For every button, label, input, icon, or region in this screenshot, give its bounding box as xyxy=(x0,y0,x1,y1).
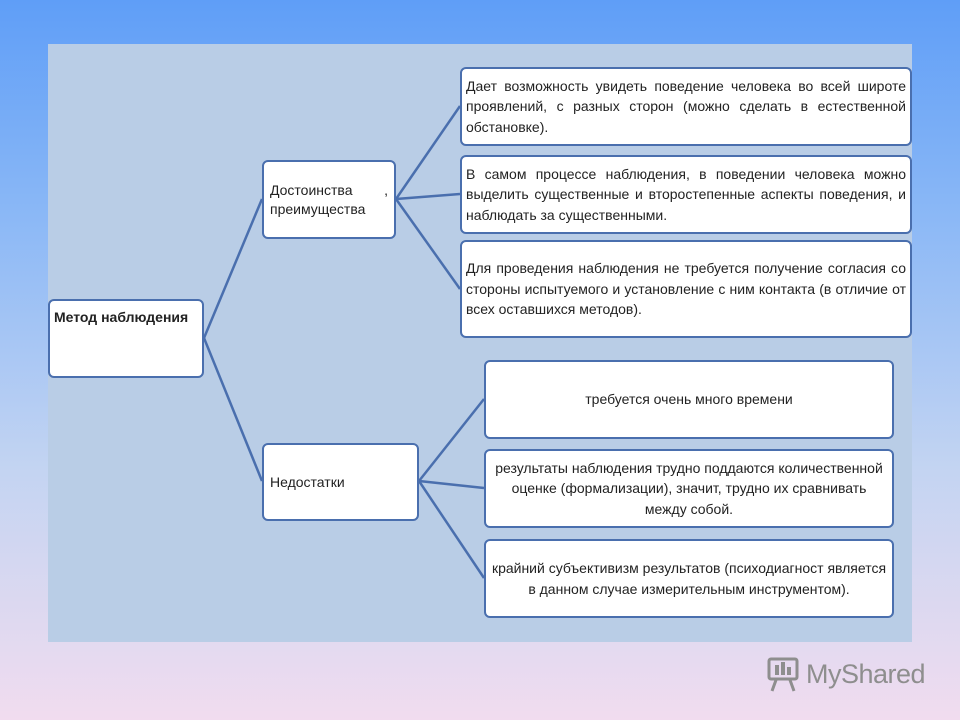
presentation-board-icon xyxy=(766,655,802,693)
connector-disadvantages-item-2 xyxy=(419,481,484,488)
watermark-logo xyxy=(766,654,926,694)
connector-advantages-item-3 xyxy=(396,199,460,289)
advantages-label: Достоинства , преимущества xyxy=(270,181,388,217)
advantage-item-1-text: Дает возможность увидеть поведение человека во всей широте проявлений, с разных сторон (можно сделать в естественной обстановке). xyxy=(466,77,906,135)
advantages-node xyxy=(262,160,396,239)
disadvantages-label: Недостатки xyxy=(270,473,345,490)
disadvantage-item-3-text: крайний субъективизм результатов (психодиагност является в данном случае измерительным инструментом). xyxy=(491,560,887,597)
advantage-item-1 xyxy=(460,67,912,146)
root-node xyxy=(48,299,204,378)
connector-root-advantages xyxy=(204,199,262,338)
advantage-item-3-text: Для проведения наблюдения не требуется получение согласия со стороны испытуемого и установление с ним контакта (в отличие от всех оставшихся методов). xyxy=(466,260,906,318)
connector-advantages-item-1 xyxy=(396,106,460,199)
advantage-item-2 xyxy=(460,155,912,234)
connector-disadvantages-item-1 xyxy=(419,399,484,481)
disadvantage-item-2-text: результаты наблюдения трудно поддаются количественной оценке (формализации), значит, трудно их сравнивать между собой. xyxy=(495,459,883,517)
disadvantage-item-2 xyxy=(484,449,894,528)
connector-root-disadvantages xyxy=(204,338,262,481)
advantage-item-2-text: В самом процессе наблюдения, в поведении человека можно выделить существенные и второстепенные аспекты поведения, и наблюдать за существенными. xyxy=(466,165,906,223)
disadvantage-item-1-text: требуется очень много времени xyxy=(585,391,793,408)
root-label: Метод наблюдения xyxy=(54,309,189,325)
connector-disadvantages-item-3 xyxy=(419,481,484,578)
advantage-item-3 xyxy=(460,240,912,338)
disadvantage-item-1 xyxy=(484,360,894,439)
connector-advantages-item-2 xyxy=(396,194,460,199)
disadvantage-item-3 xyxy=(484,539,894,618)
watermark-text: MyShared xyxy=(806,659,926,689)
disadvantages-node xyxy=(262,443,419,521)
